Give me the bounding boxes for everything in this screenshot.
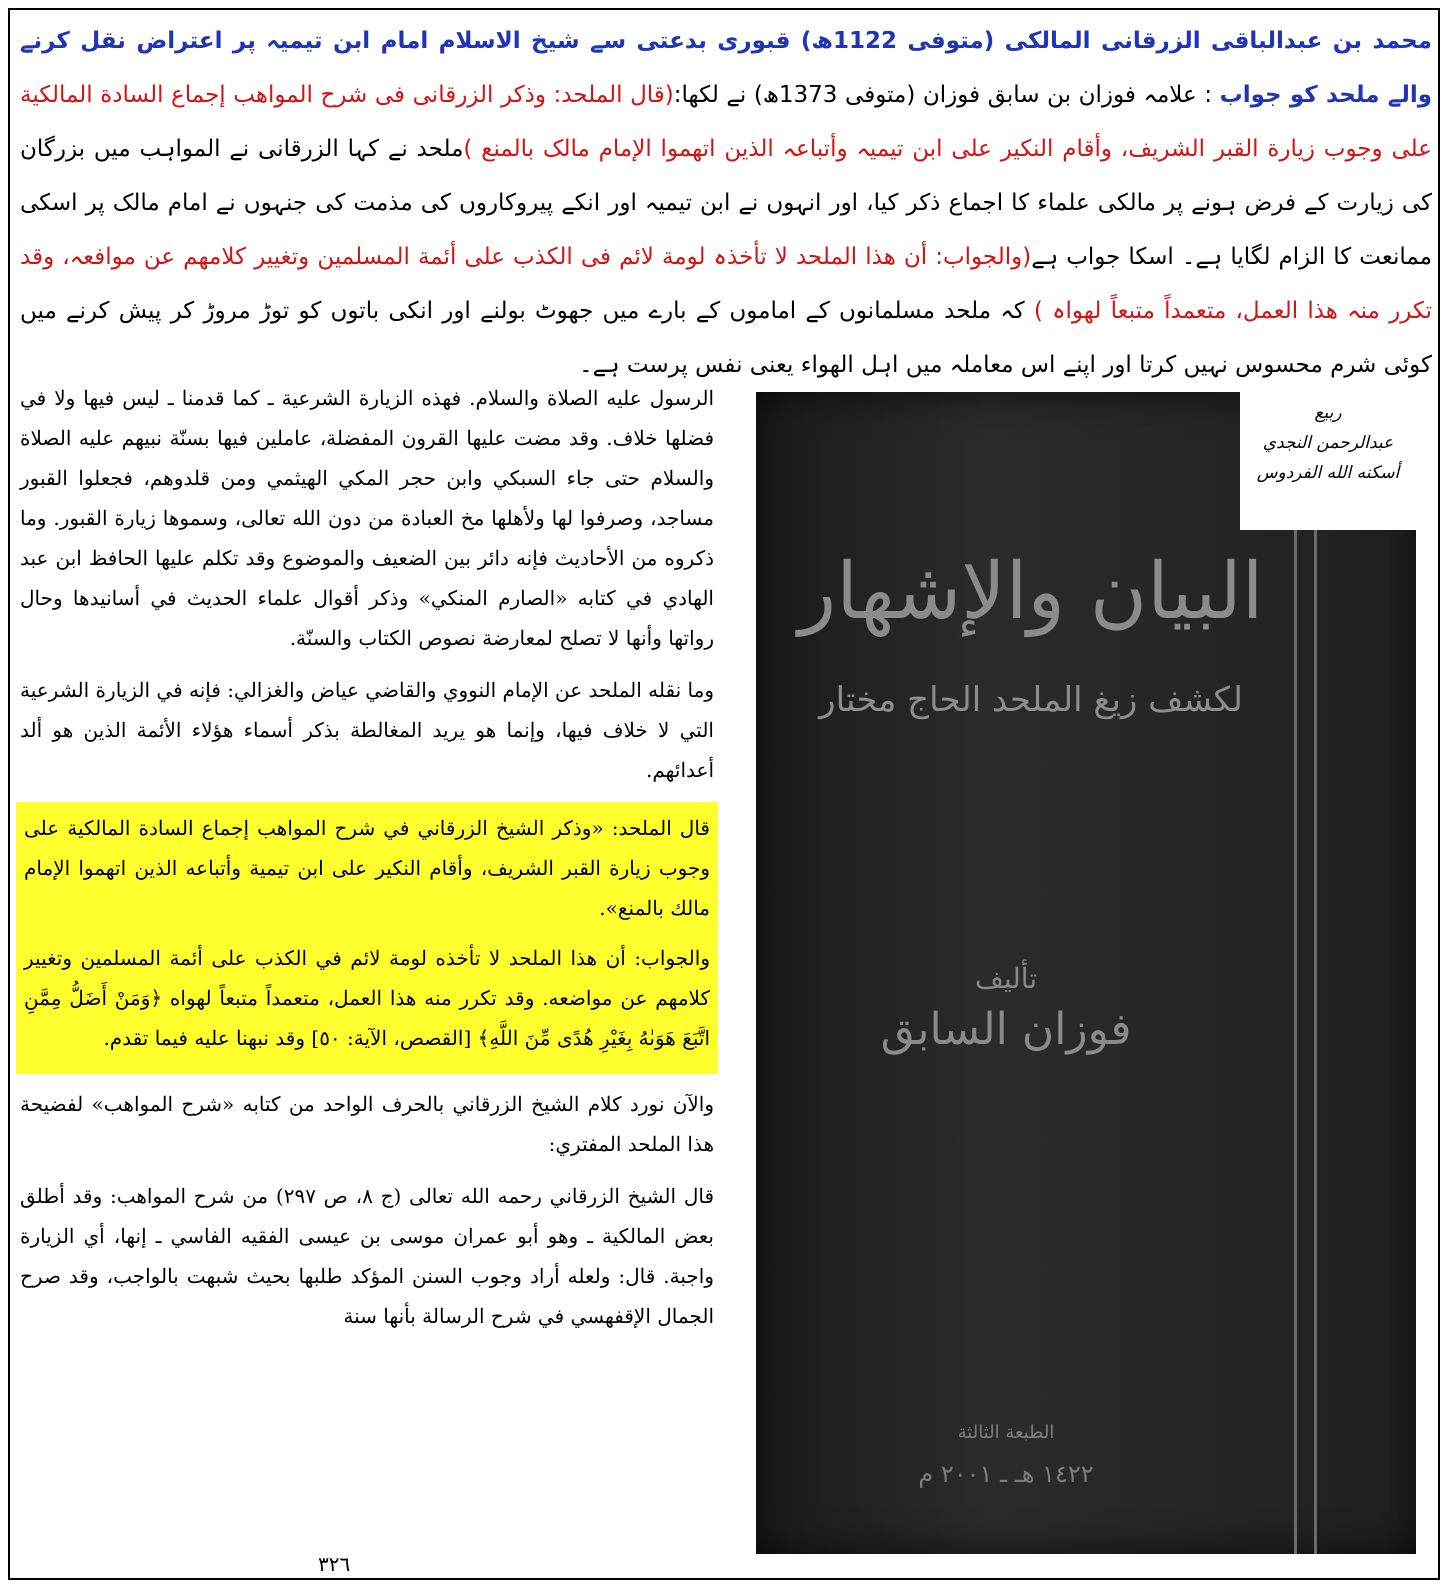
edition-label: الطبعة الثالثة [957,1422,1055,1443]
highlighted-excerpt [16,802,718,1074]
scan-paragraph-2: وما نقله الملحد عن الإمام النووي والقاضي عياض والغزالي: فإنه في الزيارة الشرعية التي لا خلاف فيها، وإنما هو يريد المغالطة بذكر أسماء هؤلاء الأئمة الذين هو ألد أعدائهم. [19,678,714,782]
highlight-answer: والجواب: أن هذا الملحد لا تأخذه لومة لائم في الكذب على أئمة المسلمين وتغيير كلامهم عن مواضعه. وقد تكرر منه هذا العمل، متعمداً متبعاً لهواه ﴿وَمَنْ أَضَلُّ مِمَّنِ اتَّبَعَ هَوَىٰهُ بِغَيْرِ هُدًى مِّنَ اللَّهِ﴾ [القصص، الآية: ٥٠] وقد نبهنا عليه فيما تقدم. [24,946,710,1050]
cover-spine-line [1314,392,1317,1554]
commentary-conclusion: کہ ملحد مسلمانوں کے اماموں کے بارے میں جھوٹ بولنے اور انکی باتوں کو توڑ مروڑ کر پیش کرنے میں کوئی شرم محسوس نہیں کرتا اور اپنے اس معاملہ میں اہل الھواء یعنی نفس پرست ہے۔ [20,298,1432,378]
scan-paragraph-4: قال الشيخ الزرقاني رحمه الله تعالى (ج ٨، ص ٢٩٧) من شرح المواهب: وقد أطلق بعض المالكية ـ وهو أبو عمران موسى بن عيسى الفقيه الفاسي ـ إنها، أي الزيارة واجبة. قال: ولعله أراد وجوب السنن المؤكد طلبها بحيث شبهت بالواجب، وقد صرح الجمال الإقفهسي في شرح الرسالة بأنها سنة [20,1184,714,1328]
book-author: فوزان السابق [880,1004,1132,1055]
handwritten-inscription [1240,392,1416,530]
inscription-line: عبدالرحمن النجدي [1262,433,1394,453]
highlight-claim: قال الملحد: «وذكر الشيخ الزرقاني في شرح المواهب إجماع السادة المالكية على وجوب زيارة القبر الشريف، وأقام النكير على ابن تيمية وأتباعه الذين اتهموا الإمام مالك بالمنع». [24,816,710,920]
scan-paragraph-1: الرسول عليه الصلاة والسلام. فهذه الزيارة الشرعية ـ كما قدمنا ـ ليس فيها ولا في فضلها خلاف. وقد مضت عليها القرون المفضلة، عاملين فيها بسنّة نبيهم عليه الصلاة والسلام حتى جاء السبكي وابن حجر المكي الهيثمي ومن قلدوهم، فجعلوا القبور مساجد، وصرفوا لها ولأهلها مخ العبادة من دون الله تعالى، وسموها زيارة القبور. وما ذكروه من الأحاديث فإنه دائر بين الضعيف والموضوع وقد تكلم عليها الحافظ ابن عبد الهادي في كتابه «الصارم المنكي» وذكر أقوال علماء الحديث في أسانيدها وحال رواتها وأنها لا تصلح لمعارضة نصوص الكتاب والسنّة. [20,386,714,650]
book-cover [756,392,1416,1554]
author-label: تأليف [974,962,1038,995]
quote-answer: (والجواب: أن ھذا الملحد لا تأخذہ لومة لائم فی الکذب علی أئمة المسلمین وتغییر کلامھم عن موافعہ، وقد تکرر منہ ھذا العمل، متعمداً متبعاً لھواہ ) [20,244,1432,324]
book-title: البيان والإشهار [798,547,1264,637]
cover-spine-line [1294,392,1297,1554]
quote-claim: (قال الملحد: وذکر الزرقانی فی شرح المواھب إجماع السادة المالکیة علی وجوب زیارة القبر الشریف، وأقام النکیر علی ابن تیمیہ وأتباعہ الذین اتھموا الإمام مالک بالمنع ) [20,82,1432,162]
commentary-intro: : علامہ فوزان بن سابق فوزان (متوفی 1373ھ) نے لکھا: [673,82,1220,108]
urdu-commentary [20,14,1433,378]
scanned-page-text [20,378,714,1558]
inscription-line: أسكنه الله الفردوس [1256,463,1400,483]
commentary-translation: ملحد نے کہا الزرقانی نے المواہب میں بزرگان کی زیارت کے فرض ہونے پر مالکی علماء کا اجماع ذکر کیا، اور انہوں نے ابن تیمیہ اور انکے پیروکاروں کی مذمت کی جنہوں نے امام مالک پر اسکی ممانعت کا الزام لگایا ہے۔ اسکا جواب ہے [20,136,1432,270]
inscription-line: ربيع [1314,403,1342,423]
page-number: ٣٢٦ [318,1552,351,1576]
commentary-heading: محمد بن عبدالباقی الزرقانی المالکی (متوفی 1122ھ) قبوری بدعتی سے شیخ الاسلام امام ابن تیمیہ پر اعتراض نقل کرنے والے ملحد کو جواب [20,28,1433,108]
book-subtitle: لكشف زيغ الملحد الحاج مختار [819,680,1243,720]
scan-paragraph-3: والآن نورد كلام الشيخ الزرقاني بالحرف الواحد من كتابه «شرح المواهب» لفضيحة هذا الملحد المفتري: [20,1092,714,1156]
publication-year: ١٤٢٢ هـ ـ ٢٠٠١ م [918,1460,1094,1488]
